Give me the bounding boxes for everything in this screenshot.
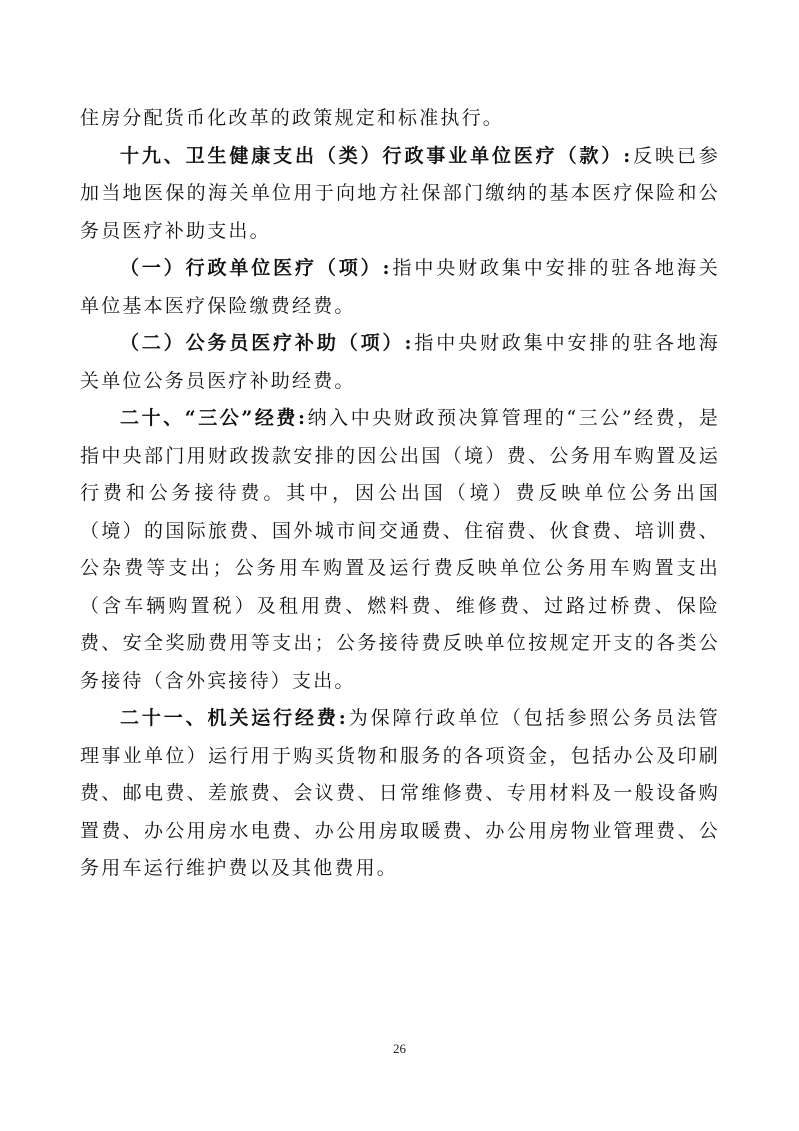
paragraph-text: 住房分配货币化改革的政策规定和标准执行。: [80, 107, 505, 129]
section-heading: （二）公务员医疗补助（项）:: [120, 332, 414, 354]
paragraph-health-expenditure: [80, 138, 720, 251]
section-heading: 二十、“三公”经费:: [120, 407, 308, 429]
paragraph-text: 指中央财政集中安排的驻各地海关单位公务员医疗补助经费。: [80, 332, 720, 392]
section-heading: 十九、卫生健康支出（类）行政事业单位医疗（款）:: [120, 144, 633, 167]
paragraph-admin-medical: [80, 250, 720, 325]
paragraph-agency-operating-costs: [80, 700, 720, 888]
paragraph-three-public-expenses: [80, 400, 720, 700]
document-body: [80, 100, 720, 888]
paragraph-text: 指中央财政集中安排的驻各地海关单位基本医疗保险缴费经费。: [80, 257, 720, 317]
section-heading: （一）行政单位医疗（项）:: [120, 257, 392, 279]
paragraph-text: 纳入中央财政预决算管理的“三公”经费，是指中央部门用财政拨款安排的因公出国（境）费、公务用车购置及运行费和公务接待费。其中，因公出国（境）费反映单位公务出国（境）的国际旅费、国外城市间交通费、住宿费、伙食费、培训费、公杂费等支出；公务用车购置及运行费反映单位公务用车购置支出（含车辆购置税）及租用费、燃料费、维修费、过路过桥费、保险费、安全奖励费用等支出；公务接待费反映单位按规定开支的各类公务接待（含外宾接待）支出。: [80, 407, 721, 692]
section-heading: 二十一、机关运行经费:: [120, 707, 349, 729]
paragraph-continuation: [80, 100, 720, 138]
paragraph-text: 反映已参加当地医保的海关单位用于向地方社保部门缴纳的基本医疗保险和公务员医疗补助支出。: [80, 144, 720, 242]
paragraph-civil-servant-medical: [80, 325, 720, 400]
page-number: 26: [393, 1041, 406, 1056]
paragraph-text: 为保障行政单位（包括参照公务员法管理事业单位）运行用于购买货物和服务的各项资金，包括办公及印刷费、邮电费、差旅费、会议费、日常维修费、专用材料及一般设备购置费、办公用房水电费、办公用房取暖费、办公用房物业管理费、公务用车运行维护费以及其他费用。: [80, 707, 721, 879]
